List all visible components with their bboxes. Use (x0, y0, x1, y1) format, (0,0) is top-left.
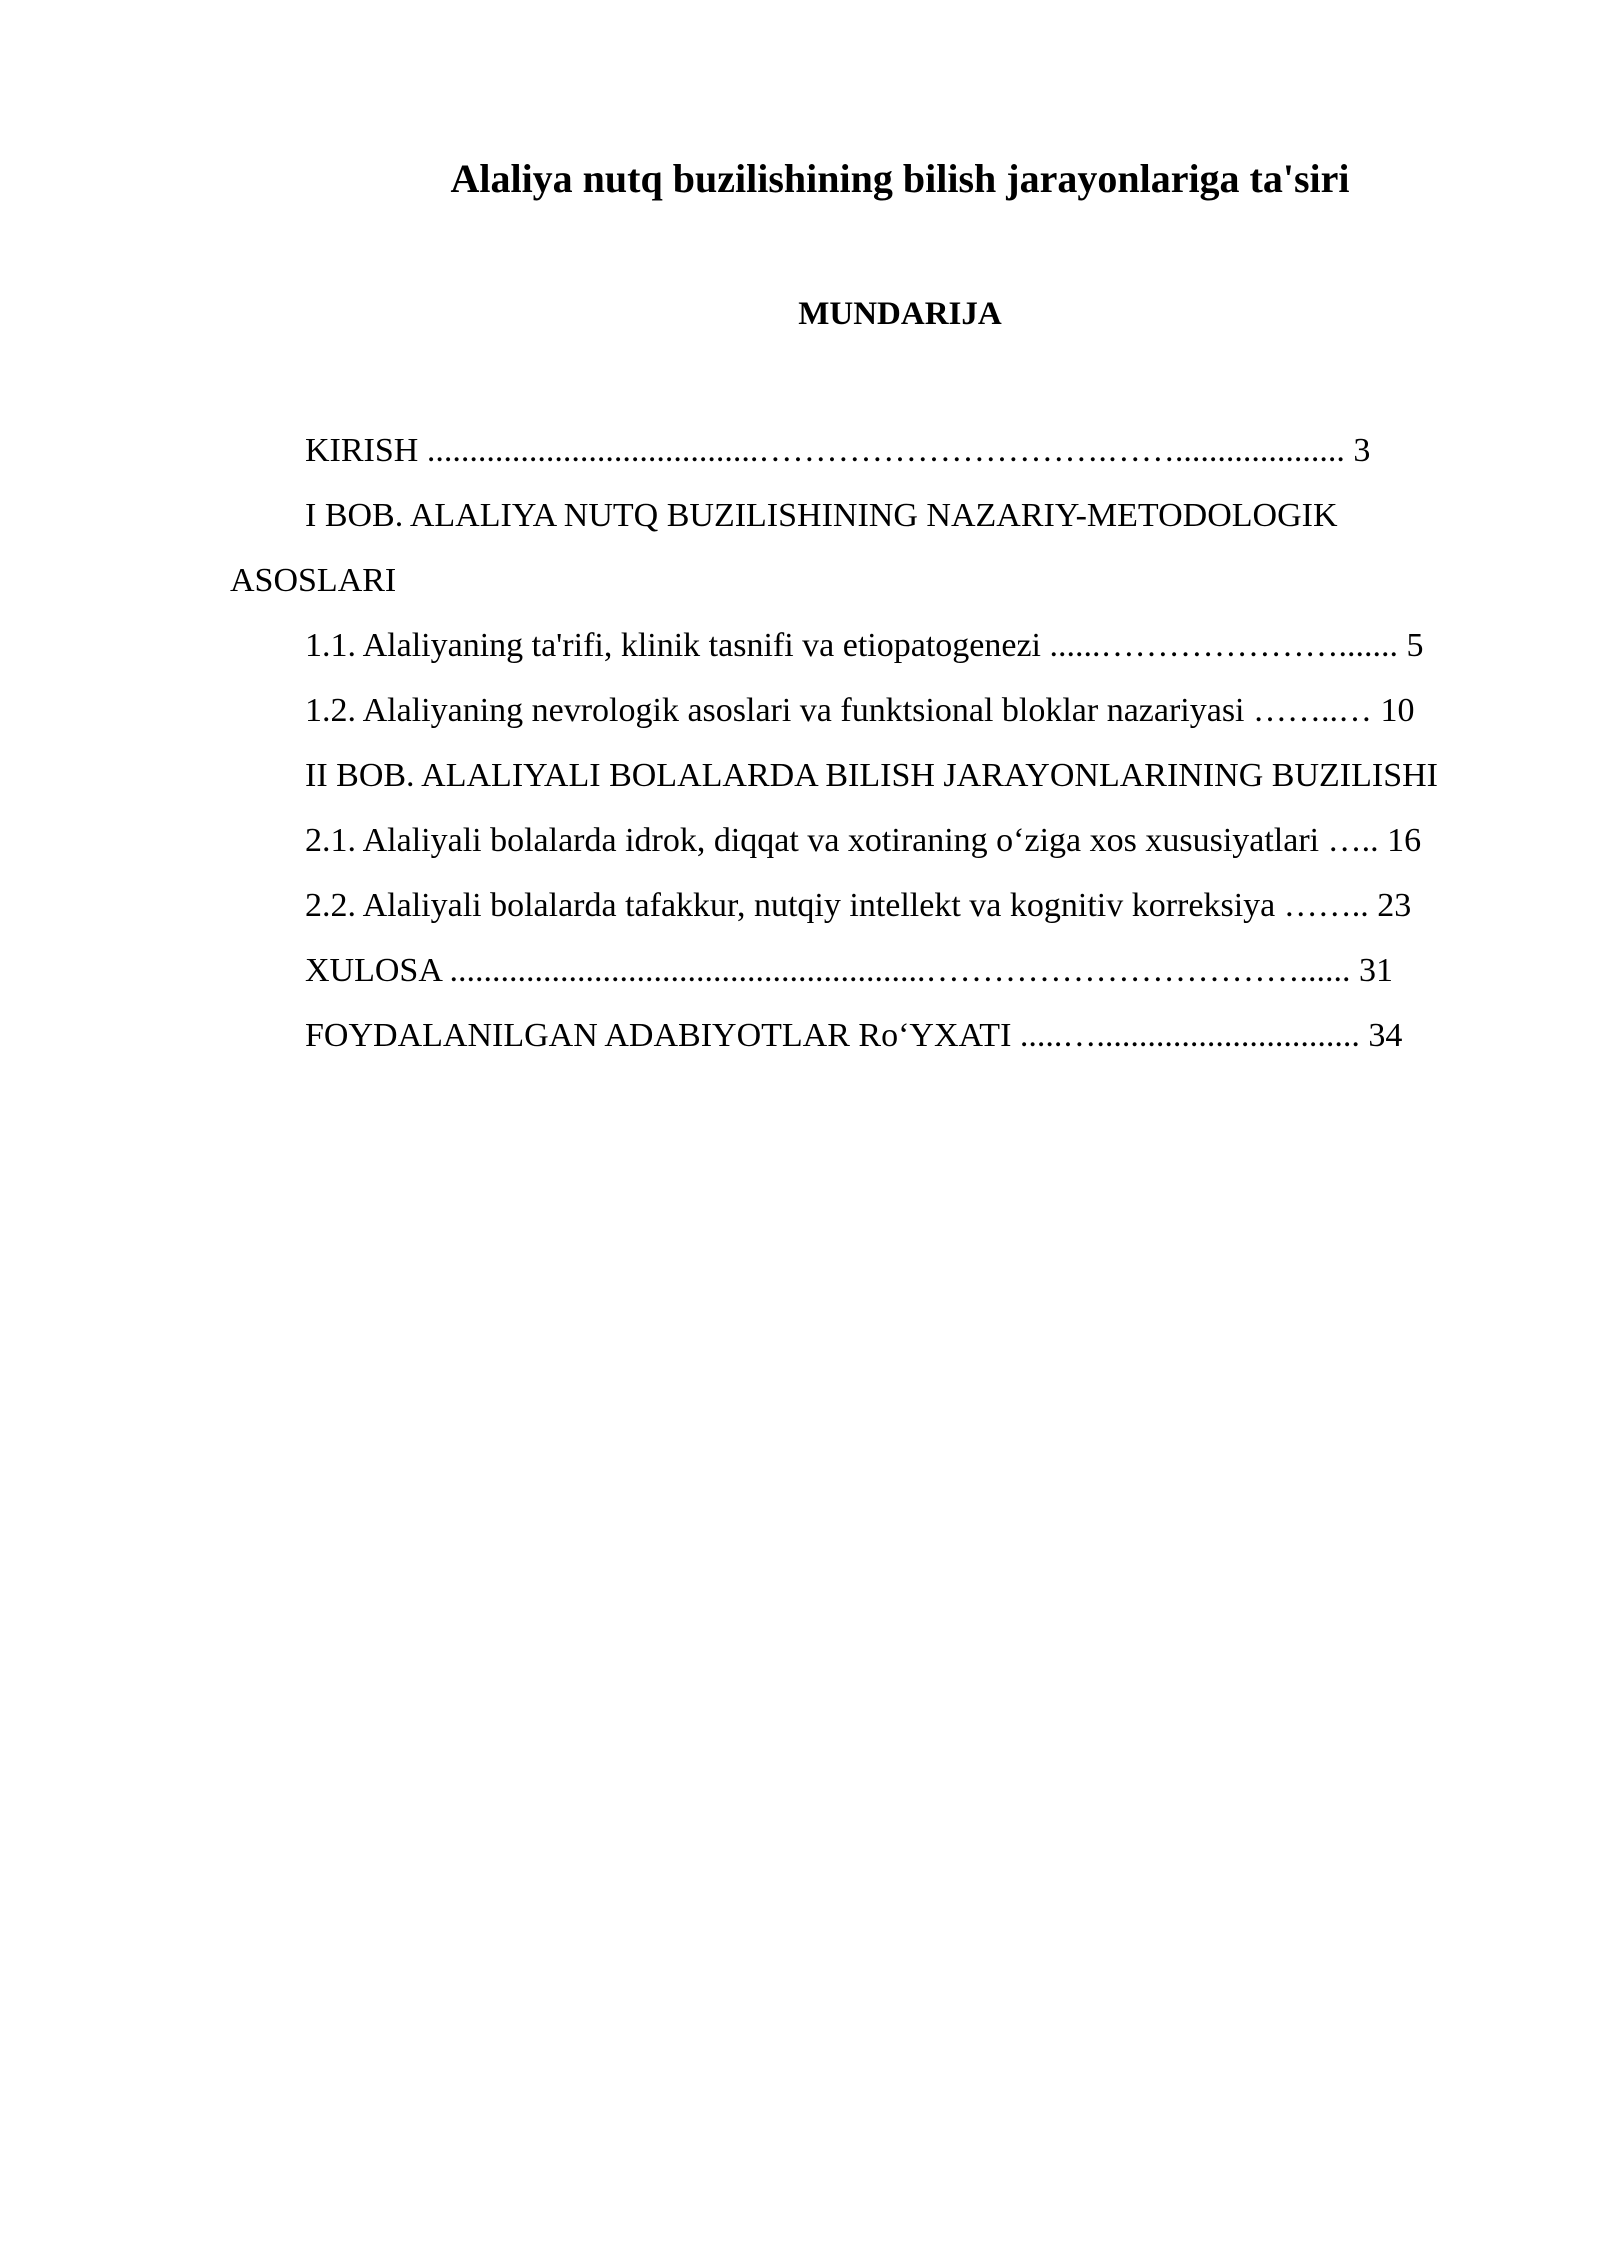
toc-entry-text: XULOSA ........................................................……………………………...... (305, 952, 1351, 989)
toc-entry-text: KIRISH .......................................………………………….…….................... (305, 432, 1345, 469)
toc-entry-page: 16 (1387, 822, 1422, 859)
toc-entry-text: II BOB. ALALIYALI BOLALARDA BILISH JARAYONLARINING BUZILISHI (305, 757, 1438, 794)
toc-entry-section-1-2 (230, 678, 1490, 743)
toc-entry-text: 1.1. Alaliyaning ta'rifi, klinik tasnifi va etiopatogenezi ......…………………....... (305, 627, 1398, 664)
toc-entry-text: 2.1. Alaliyali bolalarda idrok, diqqat va xotiraning o‘ziga xos xususiyatlari ….. (305, 822, 1388, 859)
toc-entry-kirish (230, 418, 1490, 483)
toc-entry-text: FOYDALANILGAN ADABIYOTLAR Ro‘YXATI .....…............................... (305, 1017, 1360, 1054)
toc-entry-section-2-2 (230, 873, 1490, 938)
toc-entry-references (230, 1003, 1490, 1068)
toc-entry-page: 23 (1377, 887, 1412, 924)
toc-entry-page: 34 (1368, 1017, 1403, 1054)
toc-entry-page: 5 (1406, 627, 1424, 664)
toc-entry-text: 2.2. Alaliyali bolalarda tafakkur, nutqiy intellekt va kognitiv korreksiya …….. (305, 887, 1369, 924)
toc-entry-section-2-1 (230, 808, 1490, 873)
toc-heading: MUNDARIJA (798, 296, 1002, 332)
table-of-contents (230, 418, 1490, 1068)
document-title: Alaliya nutq buzilishining bilish jarayonlariga ta'siri (450, 156, 1350, 201)
toc-entry-page: 3 (1353, 432, 1371, 469)
toc-entry-section-1-1 (230, 613, 1490, 678)
toc-entry-page: 10 (1380, 692, 1415, 729)
toc-entry-text: I BOB. ALALIYA NUTQ BUZILISHINING NAZARIY-METODOLOGIK ASOSLARI (230, 497, 1338, 599)
toc-entry-chapter-1 (230, 483, 1490, 613)
toc-entry-xulosa (230, 938, 1490, 1003)
toc-entry-page: 31 (1359, 952, 1394, 989)
toc-entry-chapter-2 (230, 743, 1490, 808)
toc-entry-text: 1.2. Alaliyaning nevrologik asoslari va funktsional bloklar nazariyasi ……..… (305, 692, 1372, 729)
